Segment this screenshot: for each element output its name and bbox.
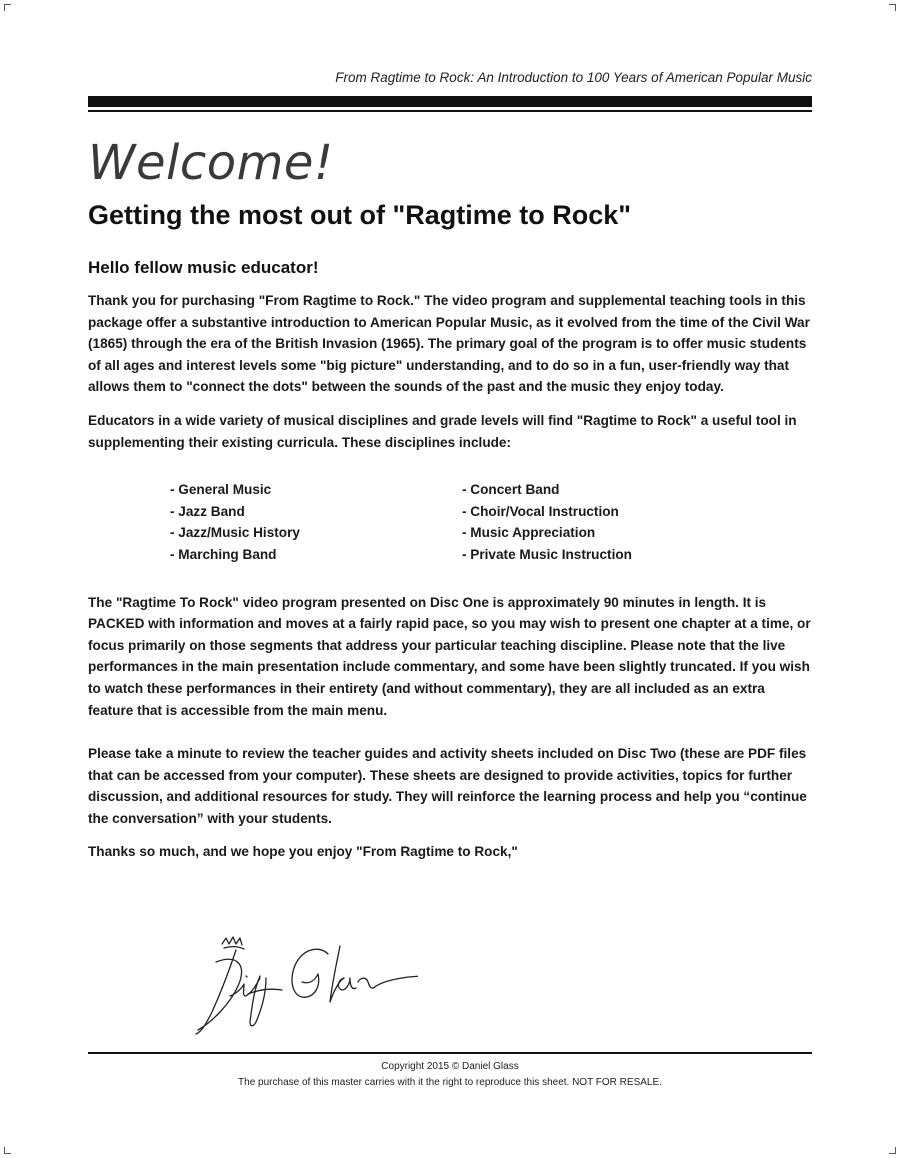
crop-mark-bottom-left bbox=[4, 1147, 11, 1154]
list-item: - General Music bbox=[170, 482, 272, 498]
running-header: From Ragtime to Rock: An Introduction to 100 Years of American Popular Music bbox=[335, 70, 812, 85]
greeting: Hello fellow music educator! bbox=[88, 258, 319, 277]
header-rule-thin bbox=[88, 110, 812, 112]
disciplines-column-left bbox=[170, 479, 462, 565]
crop-mark-top-left bbox=[4, 4, 11, 11]
footer-rule bbox=[88, 1052, 812, 1054]
signature-image bbox=[118, 932, 418, 1047]
page-headline: Getting the most out of "Ragtime to Rock" bbox=[88, 200, 632, 230]
list-item: - Private Music Instruction bbox=[462, 546, 632, 562]
closing-line: Thanks so much, and we hope you enjoy "From Ragtime to Rock," bbox=[88, 844, 518, 860]
header-rule-thick bbox=[88, 96, 812, 107]
list-item: - Marching Band bbox=[170, 546, 277, 562]
intro-paragraph: Thank you for purchasing "From Ragtime to Rock." The video program and supplemental teaching tools in this package offer a substantive introduction to American Popular Music, as it evolved from the time of the Civil War (1865) through the era of the British Invasion (1965). The primary goal of the program is to offer music students of all ages and interest levels some "big picture" understanding, and to do so in a fun, user-friendly way that allows them to "connect the dots" between the sounds of the past and the music they enjoy today. bbox=[88, 293, 810, 395]
page-content bbox=[88, 130, 812, 875]
list-item: - Choir/Vocal Instruction bbox=[462, 503, 619, 519]
reproduction-notice: The purchase of this master carries with it the right to reproduce this sheet. NOT FOR RESALE. bbox=[238, 1077, 662, 1088]
list-item: - Concert Band bbox=[462, 482, 560, 498]
crop-mark-top-right bbox=[889, 4, 896, 11]
disciplines-intro-paragraph: Educators in a wide variety of musical disciplines and grade levels will find "Ragtime to Rock" a useful tool in supplementing their existing curricula. These disciplines include: bbox=[88, 412, 797, 450]
video-program-paragraph: The "Ragtime To Rock" video program presented on Disc One is approximately 90 minutes in length. It is PACKED with information and moves at a fairly rapid pace, so you may wish to present one chapter at a time, or focus primarily on those segments that address your particular teaching discipline. Please note that the live performances in the main presentation include commentary, and some have been slightly truncated. If you wish to watch these performances in their entirety (and without commentary), they are all included as an extra feature that is accessible from the main menu. bbox=[88, 594, 811, 718]
crop-mark-bottom-right bbox=[889, 1147, 896, 1154]
list-item: - Music Appreciation bbox=[462, 525, 596, 541]
list-item: - Jazz Band bbox=[170, 503, 245, 519]
disciplines-list bbox=[170, 479, 812, 565]
disciplines-column-right bbox=[462, 479, 754, 565]
list-item: - Jazz/Music History bbox=[170, 525, 300, 541]
teacher-guides-paragraph: Please take a minute to review the teacher guides and activity sheets included on Disc Two (these are PDF files that can be accessed from your computer). These sheets are designed to provide activities, topics for further discussion, and additional resources for study. They will reinforce the learning process and help you “continue the conversation” with your students. bbox=[88, 746, 807, 826]
welcome-title: Welcome! bbox=[88, 135, 334, 191]
copyright-line: Copyright 2015 © Daniel Glass bbox=[381, 1061, 519, 1072]
